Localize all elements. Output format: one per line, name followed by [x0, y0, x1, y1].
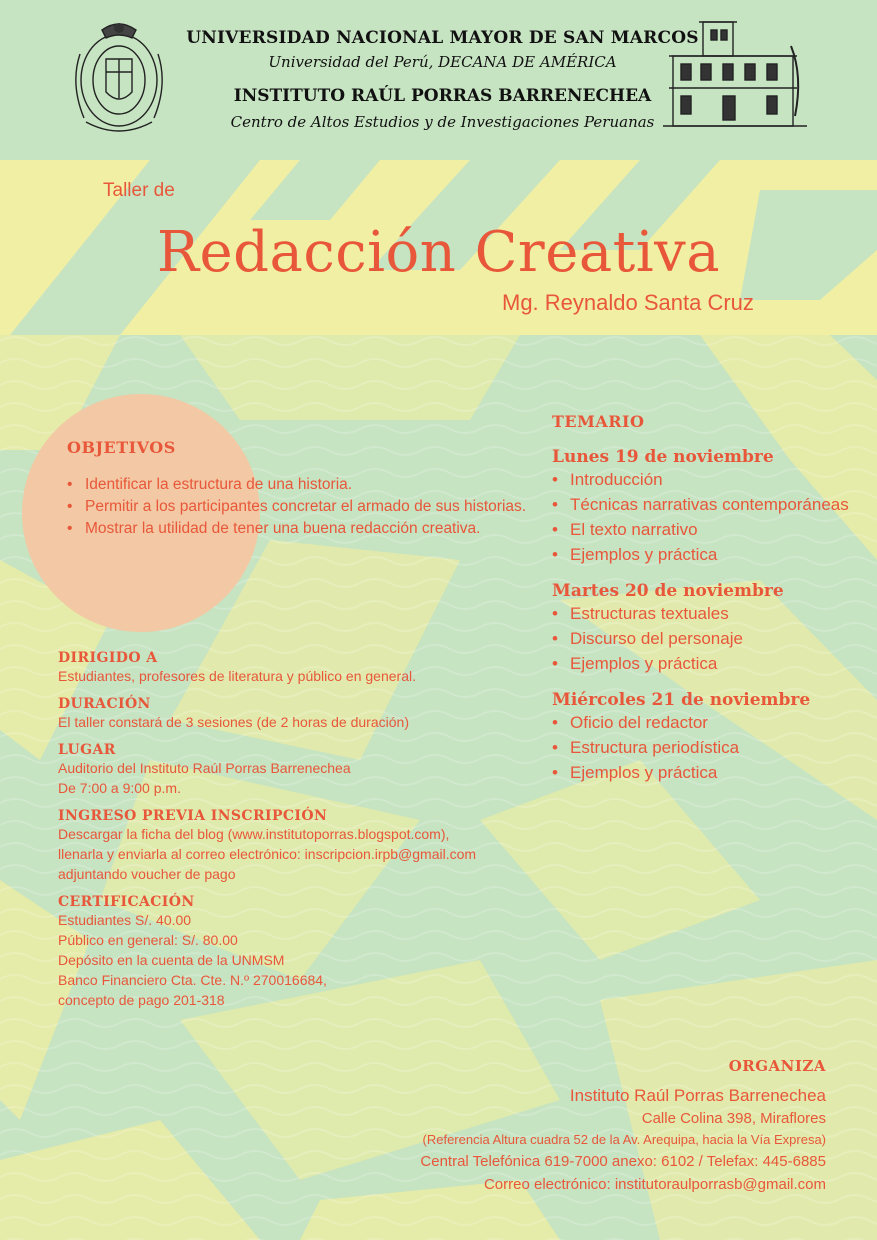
workshop-title: Redacción Creativa	[156, 220, 721, 285]
list-item: • Mostrar la utilidad de tener una buena redacción creativa.	[67, 518, 526, 540]
day-list-wednesday	[552, 710, 852, 785]
certificacion-line: Banco Financiero Cta. Cte. N.º 270016684,	[58, 972, 327, 988]
institute-name: INSTITUTO RAÚL PORRAS BARRENECHEA	[233, 86, 652, 106]
details-column	[58, 650, 528, 1010]
ingreso-heading: INGRESO PREVIA INSCRIPCIÓN	[58, 808, 328, 824]
day-list-tuesday	[552, 601, 852, 676]
day-title-wednesday: Miércoles 21 de noviembre	[552, 690, 811, 710]
day-list-monday	[552, 467, 852, 567]
list-item: • Discurso del personaje	[552, 626, 852, 651]
temario-heading: TEMARIO	[552, 412, 645, 431]
organiza-name: Instituto Raúl Porras Barrenechea	[569, 1086, 826, 1105]
list-item: • Identificar la estructura de una historia.	[67, 474, 526, 496]
duracion-heading: DURACIÓN	[58, 696, 151, 712]
dirigido-text: Estudiantes, profesores de literatura y público en general.	[58, 668, 416, 684]
temario-column	[552, 447, 852, 785]
list-item: • Estructura periodística	[552, 735, 852, 760]
certificacion-line: Depósito en la cuenta de la UNMSM	[58, 952, 285, 968]
list-item: • El texto narrativo	[552, 517, 852, 542]
duracion-text: El taller constará de 3 sesiones (de 2 horas de duración)	[58, 714, 409, 730]
list-item: • Técnicas narrativas contemporáneas	[552, 492, 852, 517]
organiza-phone: Central Telefónica 619-7000 anexo: 6102 / Telefax: 445-6885	[420, 1153, 826, 1170]
lugar-text: Auditorio del Instituto Raúl Porras Barrenechea	[58, 760, 351, 776]
lugar-heading: LUGAR	[58, 742, 116, 758]
day-title-monday: Lunes 19 de noviembre	[552, 447, 774, 467]
dirigido-heading: DIRIGIDO A	[58, 650, 158, 666]
objectives-list	[67, 474, 526, 540]
certificacion-line: Público en general: S/. 80.00	[58, 932, 238, 948]
organiza-reference: (Referencia Altura cuadra 52 de la Av. Arequipa, hacia la Vía Expresa)	[422, 1132, 826, 1147]
institute-subtitle: Centro de Altos Estudios y de Investigaciones Peruanas	[230, 113, 655, 131]
list-item: • Permitir a los participantes concretar el armado de sus historias.	[67, 496, 526, 518]
university-seal-icon	[66, 14, 172, 138]
ingreso-line: Descargar la ficha del blog (www.institutoporras.blogspot.com),	[58, 826, 450, 842]
day-title-tuesday: Martes 20 de noviembre	[552, 581, 784, 601]
ingreso-line: llenarla y enviarla al correo electrónico: inscripcion.irpb@gmail.com	[58, 846, 477, 862]
workshop-prefix: Taller de	[103, 180, 175, 201]
list-item: • Ejemplos y práctica	[552, 760, 852, 785]
list-item: • Ejemplos y práctica	[552, 651, 852, 676]
university-subtitle: Universidad del Perú, DECANA DE AMÉRICA	[268, 53, 617, 71]
list-item: • Ejemplos y práctica	[552, 542, 852, 567]
organiza-email: Correo electrónico: institutoraulporrasb@gmail.com	[483, 1176, 826, 1193]
ingreso-line: adjuntando voucher de pago	[58, 866, 236, 882]
certificacion-line: Estudiantes S/. 40.00	[58, 912, 192, 928]
certificacion-heading: CERTIFICACIÓN	[58, 894, 195, 910]
organiza-address: Calle Colina 398, Miraflores	[641, 1110, 826, 1127]
certificacion-line: concepto de pago 201-318	[58, 992, 225, 1008]
organiza-heading: ORGANIZA	[728, 1057, 826, 1075]
objectives-heading: OBJETIVOS	[67, 438, 176, 457]
list-item: • Introducción	[552, 467, 852, 492]
university-name: UNIVERSIDAD NACIONAL MAYOR DE SAN MARCOS	[186, 28, 699, 48]
workshop-speaker: Mg. Reynaldo Santa Cruz	[502, 290, 754, 315]
list-item: • Oficio del redactor	[552, 710, 852, 735]
lugar-time: De 7:00 a 9:00 p.m.	[58, 780, 181, 796]
list-item: • Estructuras textuales	[552, 601, 852, 626]
